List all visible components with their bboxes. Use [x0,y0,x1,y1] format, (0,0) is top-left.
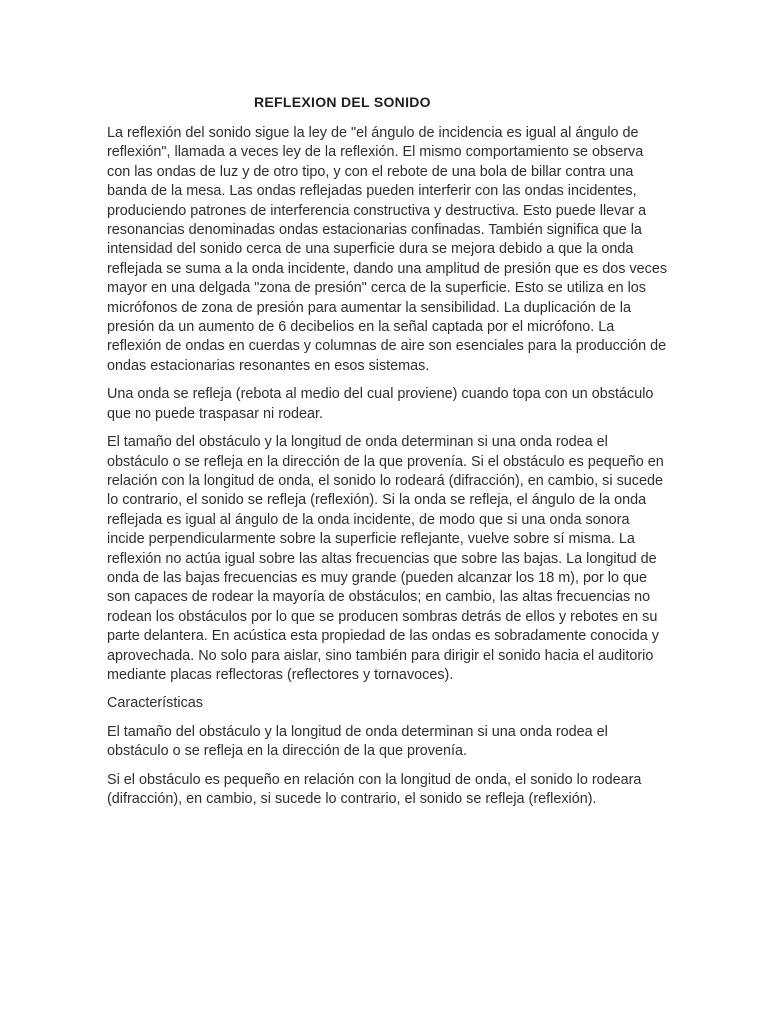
paragraph-characteristics-1: El tamaño del obstáculo y la longitud de onda determinan si una onda rodea el obstáculo o se refleja en la dirección de la que provenía. [107,723,608,760]
paragraph-obstacle-size: El tamaño del obstáculo y la longitud de onda determinan si una onda rodea el obstáculo o se refleja en la dirección de la que provenía. Si el obstáculo es pequeño en relación con la longitud de onda, el sonido lo rodeará (difracción), en cambio, si sucede lo contrario, el sonido se refleja (reflexión). Si la onda se refleja, el ángulo de la onda reflejada es igual al ángulo de la onda incidente, de modo que si una onda sonora incide perpendicularmente sobre la superficie reflejante, vuelve sobre sí misma. La reflexión no actúa igual sobre las altas frecuencias que sobre las bajas. La longitud de onda de las bajas frecuencias es muy grande (pueden alcanzar los 18 m), por lo que son capaces de rodear la mayoría de obstáculos; en cambio, las altas frecuencias no rodean los obstáculos por lo que se producen sombras detrás de ellos y rebotes en su parte delantera. En acústica esta propiedad de las ondas es sobradamente conocida y aprovechada. No solo para aislar, sino también para dirigir el sonido hacia el auditorio mediante placas reflectoras (reflectores y tornavoces). [107,434,664,683]
paragraph-intro: La reflexión del sonido sigue la ley de "el ángulo de incidencia es igual al ángulo de reflexión", llamada a veces ley de la reflexión. El mismo comportamiento se observa con las ondas de luz y de otro tipo, y con el rebote de una bola de billar contra una banda de la mesa. Las ondas reflejadas pueden interferir con las ondas incidentes, produciendo patrones de interferencia constructiva y destructiva. Esto puede llevar a resonancias denominadas ondas estacionarias confinadas. También significa que la intensidad del sonido cerca de una superficie dura se mejora debido a que la onda reflejada se suma a la onda incidente, dando una amplitud de presión que es dos veces mayor en una delgada "zona de presión" cerca de la superficie. Esto se utiliza en los micrófonos de zona de presión para aumentar la sensibilidad. La duplicación de la presión da un aumento de 6 decibelios en la señal captada por el micrófono. La reflexión de ondas en cuerdas y columnas de aire son esenciales para la producción de ondas estacionarias resonantes en esos sistemas. [107,125,668,374]
section-heading-caracteristicas: Características [107,695,203,712]
document-title: REFLEXION DEL SONIDO [254,94,431,110]
paragraph-characteristics-2: Si el obstáculo es pequeño en relación con la longitud de onda, el sonido lo rodeara (difracción), en cambio, si sucede lo contrario, el sonido se refleja (reflexión). [107,771,642,807]
document-body [107,93,667,818]
paragraph-definition: Una onda se refleja (rebota al medio del cual proviene) cuando topa con un obstáculo que no puede traspasar ni rodear. [107,386,654,422]
